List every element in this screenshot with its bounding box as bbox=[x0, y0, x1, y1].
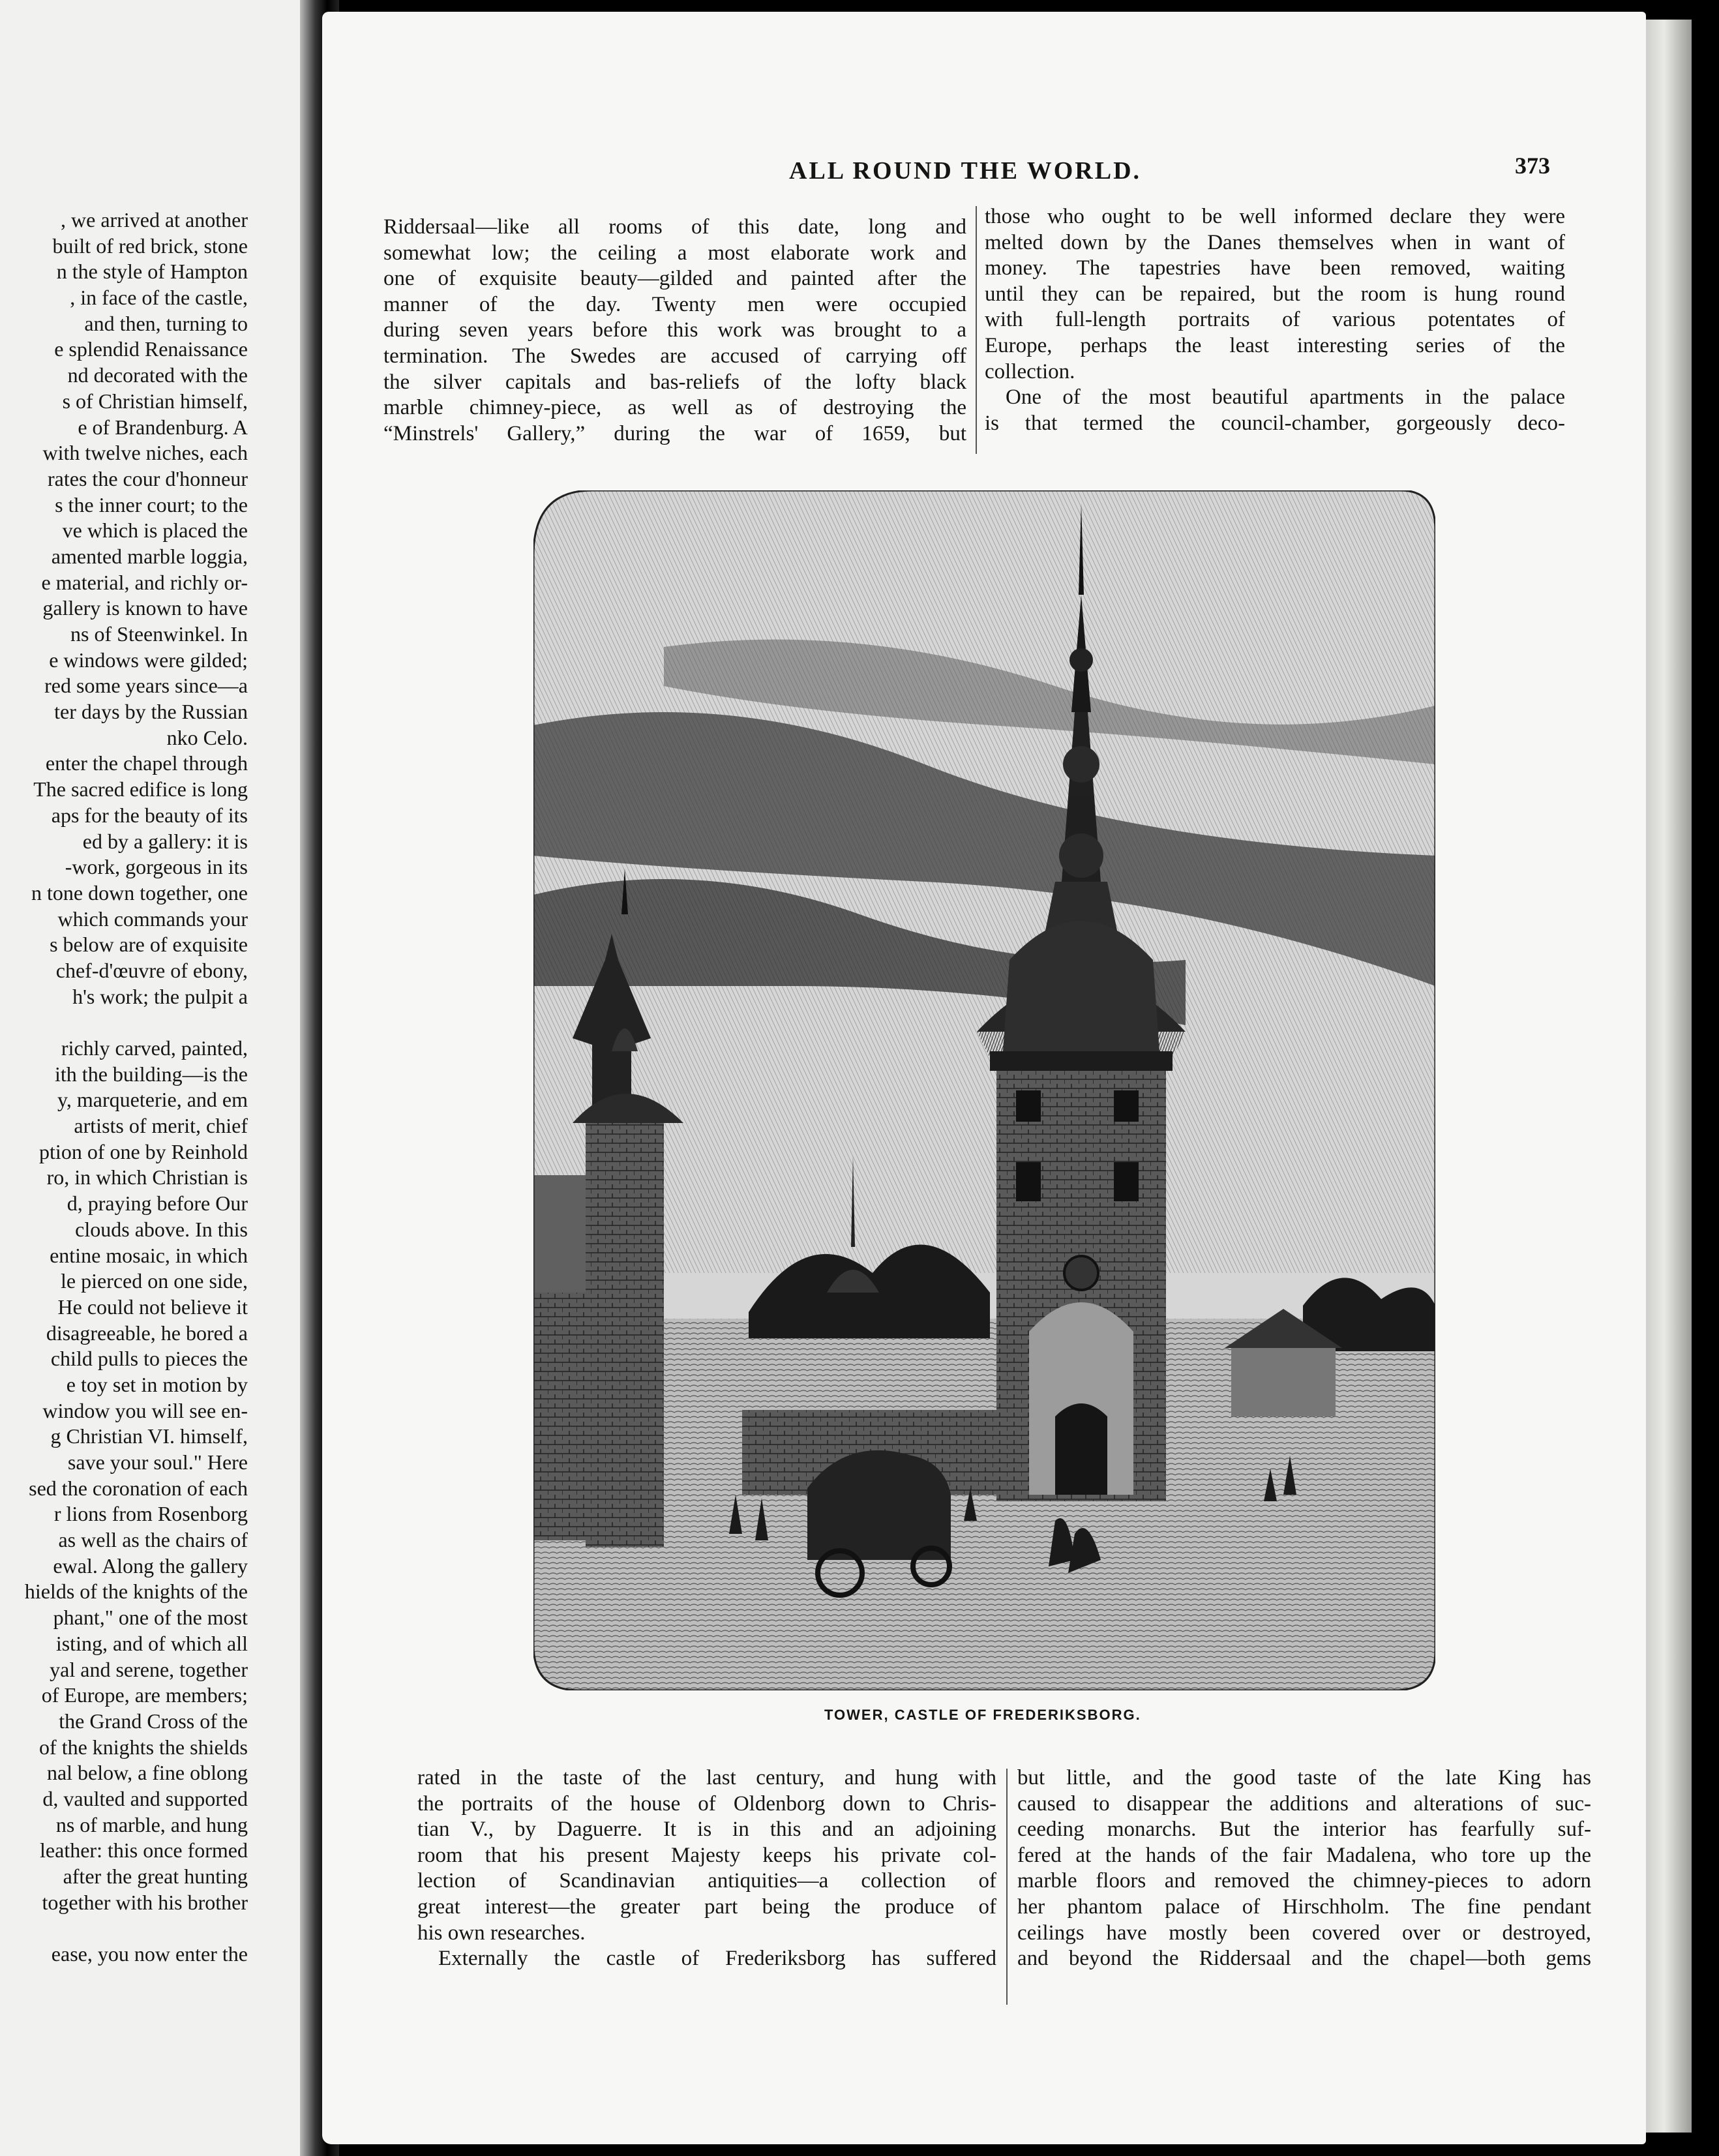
text-line: “Minstrels' Gallery,” during the war of 1659, but bbox=[383, 421, 966, 445]
text-line: great interest—the greater part being the produce of bbox=[417, 1894, 996, 1919]
text-column-bottom-left bbox=[417, 1765, 996, 1972]
text-line: manner of the day. Twenty men were occupied bbox=[383, 292, 966, 316]
previous-page-line: clouds above. In this bbox=[75, 1217, 248, 1241]
previous-page-line: ve which is placed the bbox=[62, 518, 248, 543]
previous-page-line: s below are of exquisite bbox=[50, 933, 248, 957]
previous-page-line: leather: this once formed bbox=[40, 1838, 248, 1863]
text-line: melted down by the Danes themselves when in want of bbox=[985, 230, 1565, 254]
previous-page-line: d, praying before Our bbox=[67, 1191, 248, 1216]
previous-page-line: e windows were gilded; bbox=[49, 648, 248, 672]
text-column-bottom-right bbox=[1017, 1765, 1591, 1972]
previous-page-line: disagreeable, he bored a bbox=[46, 1321, 248, 1345]
previous-page-line: e toy set in motion by bbox=[66, 1372, 248, 1396]
previous-page-line: yal and serene, together bbox=[50, 1657, 248, 1681]
previous-page-line: y, marqueterie, and em bbox=[57, 1088, 248, 1112]
page-number: 373 bbox=[1515, 153, 1550, 179]
text-line: those who ought to be well informed declare they were bbox=[985, 205, 1565, 228]
previous-page-line: phant," one of the most bbox=[53, 1606, 248, 1630]
previous-page-line: ption of one by Reinhold bbox=[39, 1139, 248, 1163]
figure-caption: TOWER, CASTLE OF FREDERIKSBORG. bbox=[824, 1707, 1141, 1723]
previous-page-line: save your soul." Here bbox=[67, 1450, 248, 1474]
previous-page-line: enter the chapel through bbox=[45, 751, 248, 775]
text-line: and beyond the Riddersaal and the chapel—both gems bbox=[1017, 1947, 1591, 1971]
previous-page-line: the Grand Cross of the bbox=[59, 1709, 248, 1733]
text-line: lection of Scandinavian antiquities—a collection of bbox=[417, 1869, 996, 1893]
text-line: her phantom palace of Hirschholm. The fine pendant bbox=[1017, 1894, 1591, 1919]
page-edge bbox=[1646, 20, 1692, 2133]
previous-page-line: window you will see en- bbox=[42, 1398, 248, 1422]
previous-page-line: ter days by the Russian bbox=[54, 700, 248, 724]
previous-page-line: d, vaulted and supported bbox=[42, 1786, 248, 1810]
previous-page-line: ns of marble, and hung bbox=[55, 1812, 248, 1836]
previous-page-line: with twelve niches, each bbox=[42, 441, 248, 465]
previous-page-line: s the inner court; to the bbox=[55, 492, 248, 517]
text-line: with full-length portraits of various potentates of bbox=[985, 308, 1565, 332]
text-line: the silver capitals and bas-reliefs of the lofty black bbox=[383, 370, 966, 394]
text-line: marble floors and removed the chimney-pieces to adorn bbox=[1017, 1869, 1591, 1893]
previous-page-line: of Europe, are members; bbox=[41, 1683, 248, 1707]
previous-page-line: richly carved, painted, bbox=[61, 1036, 248, 1060]
previous-page-line: ease, you now enter the bbox=[51, 1942, 248, 1966]
previous-page-line: h's work; the pulpit a bbox=[72, 984, 248, 1008]
text-line: somewhat low; the ceiling a most elaborate work and bbox=[383, 241, 966, 265]
previous-page-line: entine mosaic, in which bbox=[50, 1243, 248, 1267]
previous-page bbox=[0, 0, 325, 2156]
text-line: fered at the hands of the fair Madalena, who tore up the bbox=[1017, 1843, 1591, 1867]
previous-page-line: e splendid Renaissance bbox=[54, 337, 248, 361]
previous-page-line: built of red brick, stone bbox=[52, 233, 248, 258]
text-line: tian V., by Daguerre. It is in this and an adjoining bbox=[417, 1818, 996, 1842]
previous-page-line: isting, and of which all bbox=[55, 1631, 248, 1655]
previous-page-line bbox=[0, 1010, 248, 1036]
previous-page-line: g Christian VI. himself, bbox=[50, 1424, 248, 1448]
text-line: collection. bbox=[985, 359, 1075, 383]
previous-page-line: , in face of the castle, bbox=[70, 286, 248, 310]
previous-page-line: nko Celo. bbox=[166, 725, 248, 749]
previous-page-line: n the style of Hampton bbox=[56, 260, 248, 284]
previous-page-line: gallery is known to have bbox=[42, 596, 248, 620]
previous-page-line: as well as the chairs of bbox=[58, 1528, 248, 1552]
previous-page-line: le pierced on one side, bbox=[61, 1269, 248, 1293]
previous-page-line: ewal. Along the gallery bbox=[53, 1553, 248, 1578]
text-column-top-right bbox=[985, 204, 1565, 436]
previous-page-line: The sacred edifice is long bbox=[33, 777, 248, 801]
text-line: Externally the castle of Frederiksborg has suffered bbox=[438, 1947, 996, 1971]
previous-page-line: after the great hunting bbox=[63, 1864, 248, 1888]
text-line: one of exquisite beauty—gilded and painted after the bbox=[383, 267, 966, 291]
previous-page-line: ro, in which Christian is bbox=[46, 1165, 248, 1190]
previous-page-line: n tone down together, one bbox=[31, 880, 248, 905]
previous-page-line: rates the cour d'honneur bbox=[48, 466, 248, 490]
previous-page-line: aps for the beauty of its bbox=[51, 803, 248, 827]
text-line: marble chimney-piece, as well as of destroying the bbox=[383, 396, 966, 420]
previous-page-text-column bbox=[0, 207, 248, 1968]
previous-page-line: nal below, a fine oblong bbox=[46, 1761, 248, 1785]
text-line: ceeding monarchs. But the interior has fearfully suf- bbox=[1017, 1818, 1591, 1842]
previous-page-line: hields of the knights of the bbox=[24, 1580, 248, 1604]
text-line: Europe, perhaps the least interesting series of the bbox=[985, 333, 1565, 357]
previous-page-line: He could not believe it bbox=[57, 1295, 248, 1319]
previous-page-line: , we arrived at another bbox=[61, 208, 248, 232]
text-line: but little, and the good taste of the late King has bbox=[1017, 1766, 1591, 1789]
text-line: his own researches. bbox=[417, 1921, 586, 1945]
text-line: until they can be repaired, but the room is hung round bbox=[985, 282, 1565, 306]
text-line: ceilings have mostly been covered over or destroyed, bbox=[1017, 1921, 1591, 1945]
previous-page-line: and then, turning to bbox=[84, 311, 248, 335]
previous-page-line: chef-d'œuvre of ebony, bbox=[55, 958, 248, 982]
previous-page-line: together with his brother bbox=[42, 1890, 248, 1914]
previous-page-line: child pulls to pieces the bbox=[50, 1347, 248, 1371]
running-title: ALL ROUND THE WORLD. bbox=[789, 157, 1142, 185]
previous-page-line: of the knights the shields bbox=[39, 1735, 248, 1759]
previous-page-line: s of Christian himself, bbox=[62, 389, 248, 413]
text-line: termination. The Swedes are accused of carrying off bbox=[383, 344, 966, 368]
text-line: caused to disappear the additions and alterations of suc- bbox=[1017, 1791, 1591, 1816]
previous-page-line: sed the coronation of each bbox=[29, 1476, 248, 1500]
previous-page-line bbox=[0, 1915, 248, 1941]
text-line: the portraits of the house of Oldenborg down to Chris- bbox=[417, 1791, 996, 1816]
text-line: is that termed the council-chamber, gorgeously deco- bbox=[985, 411, 1565, 435]
previous-page-line: e material, and richly or- bbox=[41, 570, 248, 594]
previous-page-line: artists of merit, chief bbox=[74, 1114, 248, 1138]
text-column-top-left bbox=[383, 215, 966, 447]
engraving-tower-castle-of-frederiksborg bbox=[533, 490, 1435, 1690]
previous-page-line: nd decorated with the bbox=[67, 363, 248, 387]
column-rule bbox=[976, 206, 977, 454]
text-line: rated in the taste of the last century, and hung with bbox=[417, 1766, 996, 1789]
previous-page-line: e of Brandenburg. A bbox=[78, 415, 248, 439]
previous-page-line: ed by a gallery: it is bbox=[82, 829, 248, 853]
previous-page-line: amented marble loggia, bbox=[51, 544, 248, 568]
text-line: Riddersaal—like all rooms of this date, long and bbox=[383, 215, 966, 239]
text-line: One of the most beautiful apartments in the palace bbox=[1006, 385, 1565, 410]
previous-page-line: ith the building—is the bbox=[55, 1062, 248, 1086]
text-line: money. The tapestries have been removed, waiting bbox=[985, 256, 1565, 280]
previous-page-line: red some years since—a bbox=[44, 674, 248, 698]
text-line: during seven years before this work was brought to a bbox=[383, 318, 966, 342]
previous-page-line: r lions from Rosenborg bbox=[53, 1502, 248, 1526]
column-rule bbox=[1006, 1769, 1008, 2005]
previous-page-line: ns of Steenwinkel. In bbox=[70, 622, 248, 646]
previous-page-line: which commands your bbox=[57, 906, 248, 931]
previous-page-line: -work, gorgeous in its bbox=[65, 855, 248, 879]
text-line: room that his present Majesty keeps his private col- bbox=[417, 1843, 996, 1867]
